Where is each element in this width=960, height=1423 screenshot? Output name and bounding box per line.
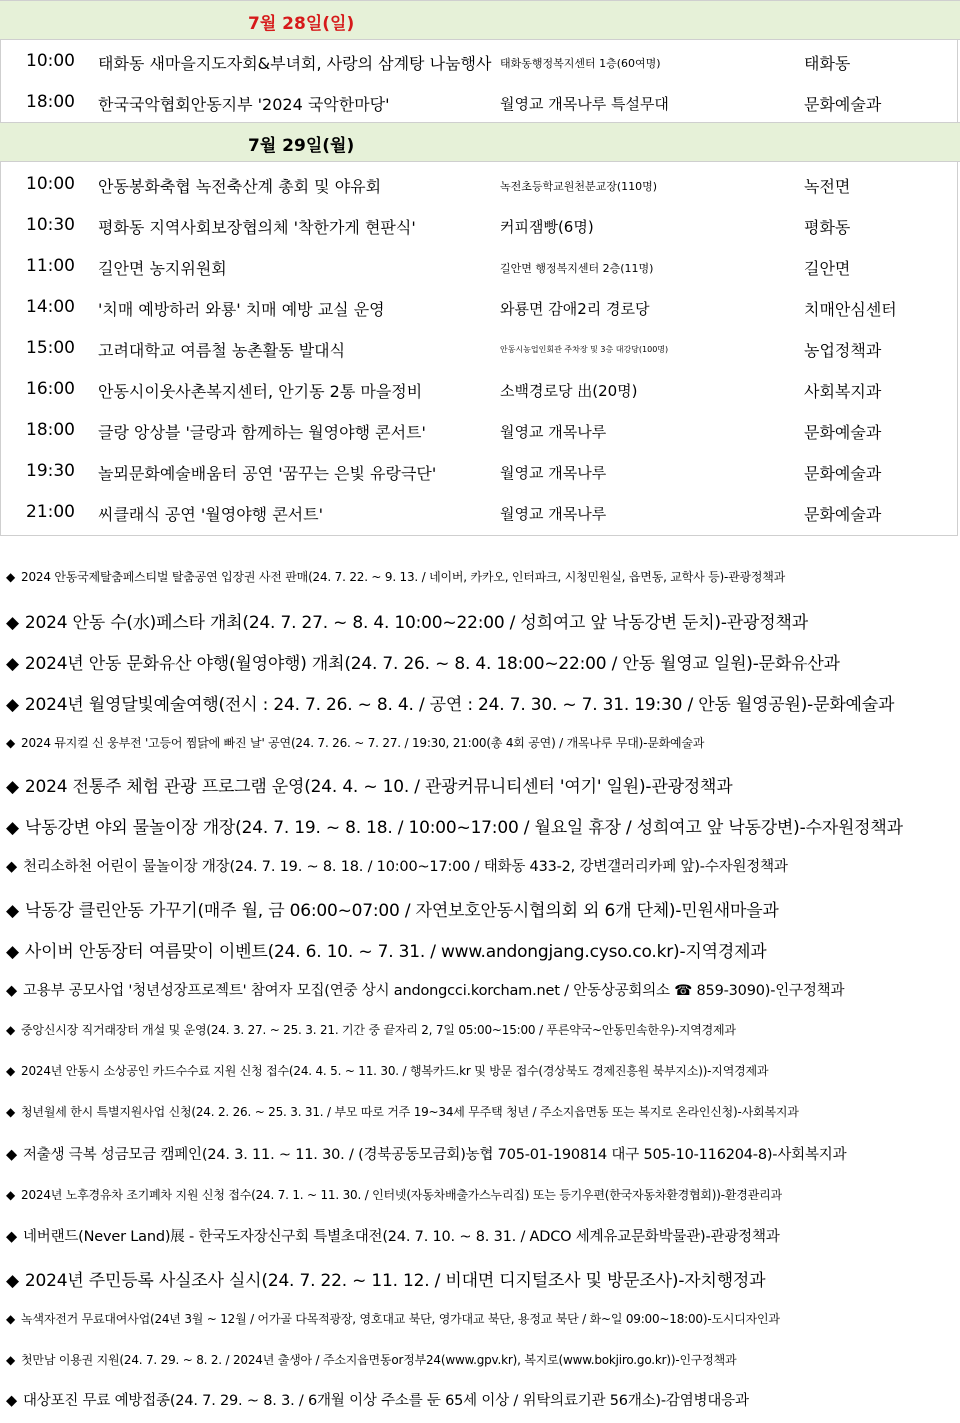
notice-text: 중앙신시장 직거래장터 개설 및 운영(24. 3. 27. ~ 25. 3. 21. 기간 중 끝자리 2, 7일 05:00~15:00 / 푸른약국~안동민속한우)-지역경제과 [21,1023,736,1037]
notice-text: 2024 안동 수(水)페스타 개최(24. 7. 27. ~ 8. 4. 10:00~22:00 / 성희여고 앞 낙동강변 둔치)-관광정책과 [24,613,808,633]
diamond-bullet-icon: ◆ [6,901,19,921]
notice-text: 대상포진 무료 예방접종(24. 7. 29. ~ 8. 3. / 6개월 이상 주소를 둔 65세 이상 / 위탁의료기관 56개소)-감염병대응과 [22,1393,749,1409]
event-time: 19:30 [26,461,75,481]
event-title: 고려대학교 여름철 농촌활동 발대식 [98,341,346,360]
diamond-bullet-icon: ◆ [6,1393,17,1409]
notice-item [6,937,767,962]
event-venue: 소백경로당 出(20명) [500,382,638,400]
event-time: 18:00 [26,420,75,440]
event-dept: 문화예술과 [804,95,882,114]
notice-text: 사이버 안동장터 여름맞이 이벤트(24. 6. 10. ~ 7. 31. / www.andongjang.cyso.co.kr)-지역경제과 [24,942,767,962]
diamond-bullet-icon: ◆ [6,1064,16,1078]
event-venue: 길안면 행정복지센터 2층(11명) [500,262,654,275]
event-time: 11:00 [26,256,75,276]
notice-item [6,649,840,674]
event-row [0,287,960,327]
event-venue: 녹전초등학교원천분교장(110명) [500,180,658,193]
diamond-bullet-icon: ◆ [6,1271,19,1291]
event-row [0,369,960,409]
notice-item [6,1389,749,1410]
notice-text: 낙동강 클린안동 가꾸기(매주 월, 금 06:00~07:00 / 자연보호안동시협의회 외 6개 단체)-민원새마을과 [24,901,779,921]
day-header [0,122,960,162]
event-dept: 문화예술과 [804,423,882,442]
notice-text: 녹색자전거 무료대여사업(24년 3월 ~ 12월 / 어가골 다목적광장, 영호대교 북단, 영가대교 북단, 용정교 북단 / 화~일 09:00~18:00)-도시디자인과 [21,1312,780,1326]
event-title: 한국국악협회안동지부 '2024 국악한마당' [98,95,390,114]
notice-text: 고용부 공모사업 '청년성장프로젝트' 참여자 모집(연중 상시 andongcci.korcham.net / 안동상공회의소 ☎ 859-3090)-인구정책과 [22,983,845,999]
event-title: 안동시이웃사촌복지센터, 안기동 2통 마을정비 [98,382,423,401]
notice-item [6,855,788,876]
notice-item [6,772,732,797]
event-venue: 태화동행정복지센터 1층(60여명) [500,57,661,70]
diamond-bullet-icon: ◆ [6,654,19,674]
event-title: 태화동 새마을지도자회&부녀회, 사랑의 삼계탕 나눔행사 [98,54,492,73]
notice-item [6,690,894,715]
notice-text: 2024년 노후경유차 조기폐차 지원 신청 접수(24. 7. 1. ~ 11. 30. / 인터넷(자동차배출가스누리집) 또는 등기우편(한국자동차환경협회))-환경관리과 [21,1188,782,1202]
event-venue: 와룡면 감애2리 경로당 [500,300,650,318]
notice-item [6,1103,799,1120]
event-dept: 문화예술과 [804,505,882,524]
diamond-bullet-icon: ◆ [6,777,19,797]
event-row [0,41,960,81]
event-row [0,164,960,204]
event-dept: 길안면 [804,259,851,278]
event-row [0,492,960,532]
diamond-bullet-icon: ◆ [6,736,16,750]
event-row [0,410,960,450]
event-venue: 커피잼빵(6명) [500,218,594,236]
notice-item [6,568,785,585]
event-dept: 녹전면 [804,177,851,196]
notice-text: 천리소하천 어린이 물놀이장 개장(24. 7. 19. ~ 8. 18. / 10:00~17:00 / 태화동 433-2, 강변갤러리카페 앞)-수자원정책과 [22,859,788,875]
event-time: 10:00 [26,51,75,71]
notice-item [6,734,704,751]
diamond-bullet-icon: ◆ [6,1312,16,1326]
diamond-bullet-icon: ◆ [6,695,19,715]
event-dept: 사회복지과 [804,382,882,401]
notice-text: 네버랜드(Never Land)展 - 한국도자장신구회 특별초대전(24. 7. 10. ~ 8. 31. / ADCO 세계유교문화박물관)-관광정책과 [22,1229,780,1245]
notice-text: 2024 안동국제탈춤페스티벌 탈춤공연 입장권 사전 판매(24. 7. 22. ~ 9. 13. / 네이버, 카카오, 인터파크, 시청민원실, 읍면동, 교학사 등)-관광정책과 [21,570,786,584]
day-header [0,0,960,40]
event-venue: 안동시농업인회관 주차장 및 3층 대강당(100명) [500,345,669,354]
event-time: 16:00 [26,379,75,399]
event-row [0,328,960,368]
event-venue: 월영교 개목나루 [500,505,607,523]
event-title: 길안면 농지위원회 [98,259,227,278]
diamond-bullet-icon: ◆ [6,613,19,633]
event-title: '치매 예방하러 와룡' 치매 예방 교실 운영 [98,300,385,319]
notice-item [6,608,808,633]
event-title: 글랑 앙상블 '글랑과 함께하는 월영야행 콘서트' [98,423,426,442]
diamond-bullet-icon: ◆ [6,859,17,875]
event-venue: 월영교 개목나루 [500,464,607,482]
event-time: 14:00 [26,297,75,317]
notice-text: 2024년 주민등록 사실조사 실시(24. 7. 22. ~ 11. 12. / 비대면 디지털조사 및 방문조사)-자치행정과 [24,1271,766,1291]
notice-item [6,813,903,838]
event-time: 18:00 [26,92,75,112]
event-row [0,205,960,245]
event-time: 15:00 [26,338,75,358]
notice-text: 2024년 안동시 소상공인 카드수수료 지원 신청 접수(24. 4. 5. ~ 11. 30. / 행복카드.kr 및 방문 접수(경상북도 경제진흥원 북부지소))-지역경제과 [21,1064,769,1078]
event-time: 21:00 [26,502,75,522]
diamond-bullet-icon: ◆ [6,1023,16,1037]
event-dept: 평화동 [804,218,851,237]
event-title: 안동봉화축협 녹전축산계 총회 및 야유회 [98,177,382,196]
notice-text: 2024년 월영달빛예술여행(전시 : 24. 7. 26. ~ 8. 4. / 공연 : 24. 7. 30. ~ 7. 31. 19:30 / 안동 월영공원)-문화예술과 [24,695,895,715]
notice-item [6,1143,846,1164]
notice-item [6,1310,780,1327]
notice-text: 낙동강변 야외 물놀이장 개장(24. 7. 19. ~ 8. 18. / 10:00~17:00 / 월요일 휴장 / 성희여고 앞 낙동강변)-수자원정책과 [24,818,903,838]
day-header-label: 7월 28일(일) [248,14,355,34]
event-title: 놀뫼문화예술배움터 공연 '꿈꾸는 은빛 유랑극단' [98,464,437,483]
event-dept: 태화동 [804,54,851,73]
event-title: 씨클래식 공연 '월영야행 콘서트' [98,505,323,524]
notice-item [6,1021,736,1038]
event-venue: 월영교 개목나루 특설무대 [500,95,669,113]
notice-item [6,1186,782,1203]
diamond-bullet-icon: ◆ [6,818,19,838]
notice-text: 2024 뮤지컬 신 웅부전 '고등어 찜닭에 빠진 날' 공연(24. 7. 26. ~ 7. 27. / 19:30, 21:00(총 4회 공연) / 개목나루 무대)-문화예술과 [21,736,705,750]
notice-text: 2024 전통주 체험 관광 프로그램 운영(24. 4. ~ 10. / 관광커뮤니티센터 '여기' 일원)-관광정책과 [24,777,733,797]
diamond-bullet-icon: ◆ [6,1229,17,1245]
event-row [0,246,960,286]
notice-item [6,1062,768,1079]
diamond-bullet-icon: ◆ [6,570,16,584]
notice-text: 첫만남 이용권 지원(24. 7. 29. ~ 8. 2. / 2024년 출생아 / 주소지읍면동or정부24(www.gpv.kr), 복지로(www.bokjiro.go.kr))-인구정책과 [21,1353,737,1367]
notice-item [6,979,844,1000]
notice-text: 2024년 안동 문화유산 야행(월영야행) 개최(24. 7. 26. ~ 8. 4. 18:00~22:00 / 안동 월영교 일원)-문화유산과 [24,654,840,674]
notice-item [6,1266,765,1291]
day-header-label: 7월 29일(월) [248,136,355,156]
diamond-bullet-icon: ◆ [6,983,17,999]
diamond-bullet-icon: ◆ [6,942,19,962]
diamond-bullet-icon: ◆ [6,1147,17,1163]
diamond-bullet-icon: ◆ [6,1105,16,1119]
diamond-bullet-icon: ◆ [6,1188,16,1202]
notice-item [6,896,779,921]
event-dept: 문화예술과 [804,464,882,483]
notice-item [6,1351,736,1368]
notice-item [6,1225,780,1246]
event-dept: 농업정책과 [804,341,882,360]
event-venue: 월영교 개목나루 [500,423,607,441]
event-time: 10:30 [26,215,75,235]
event-title: 평화동 지역사회보장협의체 '착한가게 현판식' [98,218,416,237]
diamond-bullet-icon: ◆ [6,1353,16,1367]
notice-text: 청년월세 한시 특별지원사업 신청(24. 2. 26. ~ 25. 3. 31. / 부모 따로 거주 19~34세 무주택 청년 / 주소지읍면동 또는 복지로 온라인신청)-사회복지과 [21,1105,799,1119]
event-row [0,82,960,122]
notice-text: 저출생 극복 성금모금 캠페인(24. 3. 11. ~ 11. 30. / (경북공동모금회)농협 705-01-190814 대구 505-10-116204-8)-사회복지과 [22,1147,847,1163]
event-time: 10:00 [26,174,75,194]
event-dept: 치매안심센터 [804,300,897,319]
event-row [0,451,960,491]
